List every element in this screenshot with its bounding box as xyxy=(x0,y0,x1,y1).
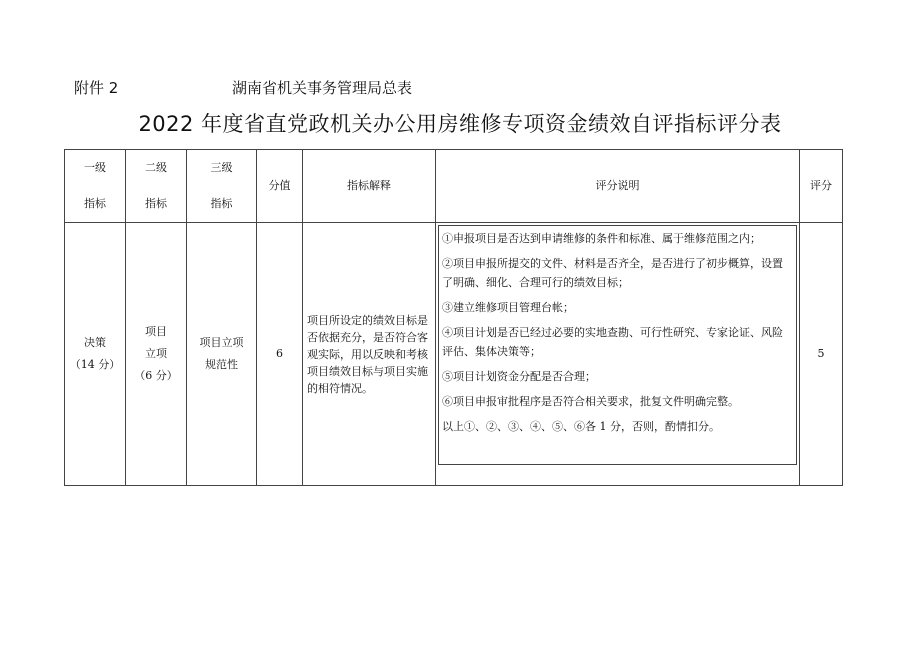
criteria-item: ①申报项目是否达到申请维修的条件和标准、属于维修范围之内； xyxy=(442,232,761,245)
criteria-item: ⑥项目申报审批程序是否符合相关要求，批复文件明确完整。 xyxy=(442,395,739,408)
organization-name: 湖南省机关事务管理局总表 xyxy=(232,79,413,97)
header-level3 xyxy=(187,150,257,223)
cell-criteria xyxy=(436,223,800,486)
header-criteria: 评分说明 xyxy=(436,150,800,223)
cell-level3-line2: 规范性 xyxy=(205,358,238,371)
cell-level2-line3: （6 分） xyxy=(134,369,178,382)
header-level3-line1: 三级 xyxy=(210,161,233,174)
cell-level2-line2: 立项 xyxy=(145,347,167,360)
cell-rating: 5 xyxy=(800,223,843,486)
header-rating: 评分 xyxy=(800,150,843,223)
cell-level3-line1: 项目立项 xyxy=(199,336,244,349)
cell-explanation: 项目所设定的绩效目标是否依据充分，是否符合客观实际，用以反映和考核项目绩效目标与项目实施的相符情况。 xyxy=(303,223,436,486)
table-header-row xyxy=(65,150,843,223)
table-row xyxy=(65,223,843,486)
header-score-value: 分值 xyxy=(257,150,303,223)
attachment-label: 附件 2 xyxy=(74,79,119,97)
score-table xyxy=(64,149,843,486)
criteria-item: ⑤项目计划资金分配是否合理； xyxy=(442,370,596,383)
cell-level2-line1: 项目 xyxy=(145,325,167,338)
criteria-item: ④项目计划是否已经过必要的实地查勘、可行性研究、专家论证、风险评估、集体决策等； xyxy=(442,326,783,358)
cell-level2 xyxy=(126,223,187,486)
header-level1 xyxy=(65,150,126,223)
cell-level3 xyxy=(187,223,257,486)
header-explanation: 指标解释 xyxy=(303,150,436,223)
header-level2-line1: 二级 xyxy=(145,161,167,174)
criteria-box xyxy=(438,225,797,465)
header-level1-line2: 指标 xyxy=(84,197,106,210)
header-level2 xyxy=(126,150,187,223)
cell-score-value: 6 xyxy=(257,223,303,486)
criteria-summary: 以上①、②、③、④、⑤、⑥各 1 分，否则，酌情扣分。 xyxy=(442,420,720,433)
header-level3-line2: 指标 xyxy=(210,197,233,210)
cell-level1-line2: （14 分） xyxy=(69,358,121,371)
header-level1-line1: 一级 xyxy=(84,161,106,174)
criteria-item: ③建立维修项目管理台帐； xyxy=(442,301,574,314)
page-title: 2022 年度省直党政机关办公用房维修专项资金绩效自评指标评分表 xyxy=(138,112,782,136)
criteria-item: ②项目申报所提交的文件、材料是否齐全，是否进行了初步概算，设置了明确、细化、合理可行的绩效目标； xyxy=(442,257,783,289)
cell-level1 xyxy=(65,223,126,486)
cell-level1-line1: 决策 xyxy=(84,336,106,349)
header-level2-line2: 指标 xyxy=(145,197,167,210)
